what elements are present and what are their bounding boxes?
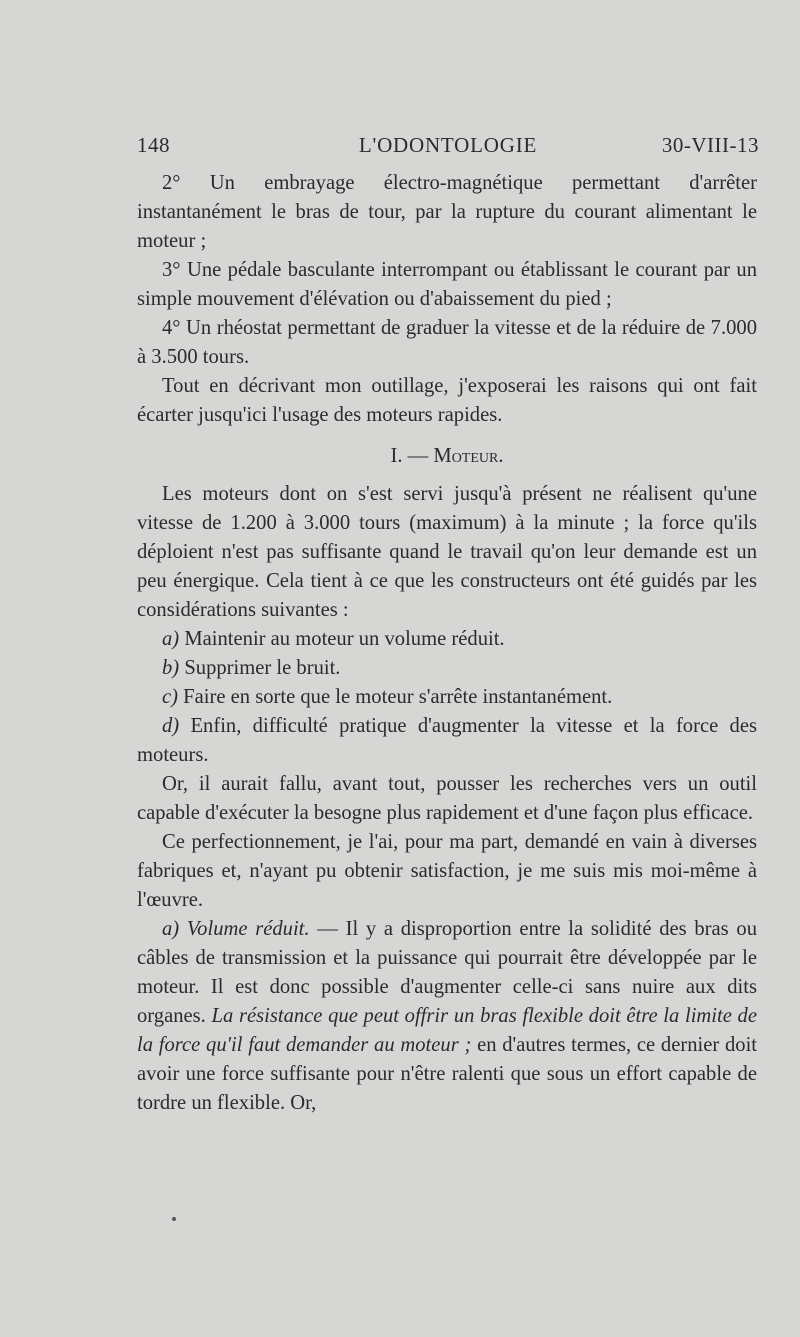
page-number: 148 — [137, 133, 170, 157]
running-title: L'ODONTOLOGIE — [358, 133, 538, 157]
ink-speck — [172, 1217, 176, 1221]
paragraph-moteurs: Les moteurs dont on s'est servi jusqu'à présent ne réalisent qu'une vitesse de 1.200 à 3.000 tours (maximum) à la minute ; la force qu'ils déploient n'est pas suffisante quand le travail qu'on leur demande est un peu énergique. Cela tient à ce que les constructeurs ont été guidés par les considérations suivantes : — [137, 483, 757, 621]
subsection-emphasis: La résistance que peut offrir un bras flexible doit être la limite de la force qu'il faut demander au moteur ; — [137, 1005, 757, 1056]
list-label-c: c) — [162, 686, 178, 708]
list-item-b — [137, 654, 757, 683]
section-title: Moteur. — [433, 445, 504, 467]
list-text-b: Supprimer le bruit. — [184, 657, 341, 679]
subsection-label: a) — [162, 918, 180, 940]
page-header — [137, 133, 759, 159]
list-text-d: Enfin, difficulté pratique d'augmenter la vitesse et la force des moteurs. — [137, 715, 757, 766]
paragraph-pedale: 3° Une pédale basculante interrompant ou établissant le courant par un simple mouvement d'élévation ou d'abaissement du pied ; — [137, 259, 757, 310]
paragraph-rheostat: 4° Un rhéostat permettant de graduer la vitesse et de la réduire de 7.000 à 3.500 tours. — [137, 317, 757, 368]
section-heading — [137, 442, 757, 471]
list-item-c — [137, 683, 757, 712]
paragraph-recherches: Or, il aurait fallu, avant tout, pousser les recherches vers un outil capable d'exécuter la besogne plus rapidement et d'une façon plus efficace. — [137, 773, 757, 824]
paragraph-perfectionnement: Ce perfectionnement, je l'ai, pour ma part, demandé en vain à diverses fabriques et, n'ayant pu obtenir satisfaction, je me suis mis moi-même à l'œuvre. — [137, 831, 757, 911]
list-label-d: d) — [162, 715, 180, 737]
list-label-a: a) — [162, 628, 180, 650]
list-item-d — [137, 712, 757, 770]
list-text-a: Maintenir au moteur un volume réduit. — [184, 628, 505, 650]
issue-date: 30-VIII-13 — [661, 133, 759, 157]
list-item-a — [137, 625, 757, 654]
list-label-b: b) — [162, 657, 180, 679]
list-text-c: Faire en sorte que le moteur s'arrête instantanément. — [183, 686, 613, 708]
paragraph-outillage: Tout en décrivant mon outillage, j'exposerai les raisons qui ont fait écarter jusqu'ici l'usage des moteurs rapides. — [137, 375, 757, 426]
section-number: I. — — [390, 445, 429, 467]
subsection-title: Volume réduit. — [186, 918, 310, 940]
page-body — [137, 169, 757, 1118]
subsection-text-2: en d'autres termes, ce dernier doit avoir une force suffisante pour n'être ralenti que sous un effort capable de tordre un flexible. Or, — [137, 1034, 758, 1114]
subsection-text-1: — Il y a disproportion entre la solidité des bras ou câbles de transmission et la puissance qui pourrait être développée par le moteur. Il est donc possible d'augmenter celle-ci sans nuire aux dits organes. — [137, 918, 757, 1027]
paragraph-embrayage: 2° Un embrayage électro-magnétique permettant d'arrêter instantanément le bras de tour, par la rupture du courant alimentant le moteur ; — [137, 172, 757, 252]
paragraph-volume-reduit — [137, 915, 757, 1118]
